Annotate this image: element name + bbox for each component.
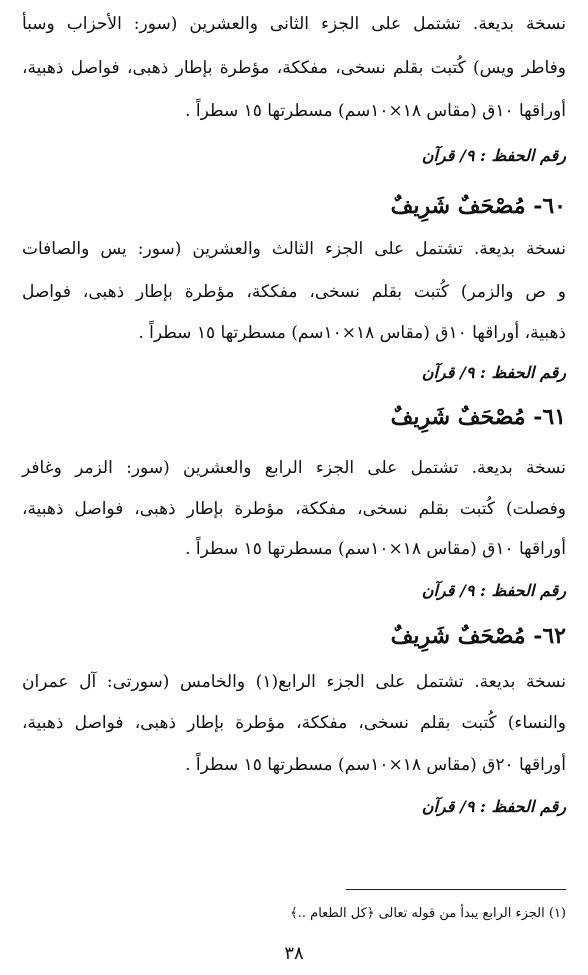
entry-62-line-1: نسخة بديعة. تشتمل على الجزء الرابع(١) والخامس (سورتى: آل عمران: [22, 672, 566, 692]
entry-60-shelf-mark: رقم الحفظ : ٩/ قرآن: [421, 363, 566, 382]
entry-59-line-1: نسخة بديعة. تشتمل على الجزء الثانى والعشرين (سور: الأحزاب وسبأ: [22, 14, 566, 34]
entry-61-shelf-mark: رقم الحفظ : ٩/ قرآن: [421, 581, 566, 600]
entry-62-heading: ٦٢- مُصْحَفٌ شَرِيفٌ: [390, 623, 566, 649]
entry-60-heading: ٦٠- مُصْحَفٌ شَرِيفٌ: [390, 193, 566, 219]
entry-62-line-3: أوراقها ٢٠ق (مقاس ١٨×١٠سم) مسطرتها ١٥ سطراً .: [185, 755, 566, 775]
entry-60-line-1: نسخة بديعة. تشتمل على الجزء الثالث والعشرين (سور: يس والصافات: [22, 239, 566, 259]
entry-61-line-2: وفصلت) كُتبت بقلم نسخى، مفككة، مؤطرة بإطار ذهبى، فواصل ذهبية،: [22, 499, 566, 519]
entry-61-line-3: أوراقها ١٠ق (مقاس ١٨×١٠سم) مسطرتها ١٥ سطراً .: [185, 539, 566, 559]
entry-59-line-2: وفاطر ويس) كُتبت بقلم نسخى، مفككة، مؤطرة بإطار ذهبى، فواصل ذهبية،: [22, 58, 566, 78]
entry-60-line-2: و ص والزمر) كُتبت بقلم نسخى، مفككة، مؤطرة بإطار ذهبى، فواصل: [22, 282, 566, 302]
entry-59-shelf-mark: رقم الحفظ : ٩/ قرآن: [421, 146, 566, 165]
entry-61-heading: ٦١- مُصْحَفٌ شَرِيفٌ: [390, 404, 566, 430]
entry-62-shelf-mark: رقم الحفظ : ٩/ قرآن: [421, 797, 566, 816]
entry-60-line-3: ذهبية، أوراقها ١٠ق (مقاس ١٨×١٠سم) مسطرتها ١٥ سطراً .: [138, 323, 566, 343]
entry-59-line-3: أوراقها ١٠ق (مقاس ١٨×١٠سم) مسطرتها ١٥ سطراً .: [185, 101, 566, 121]
footnote-separator: [346, 889, 566, 890]
entry-61-line-1: نسخة بديعة. تشتمل على الجزء الرابع والعشرين (سور: الزمر وغافر: [22, 458, 566, 478]
footnote: (١) الجزء الرابع يبدأ من قوله تعالى ﴿كل الطعام ..﴾: [290, 906, 566, 921]
page-number: ٣٨: [284, 943, 304, 964]
entry-62-line-2: والنساء) كُتبت بقلم نسخى، مفككة، مؤطرة بإطار ذهبى، فواصل ذهبية،: [22, 713, 566, 733]
